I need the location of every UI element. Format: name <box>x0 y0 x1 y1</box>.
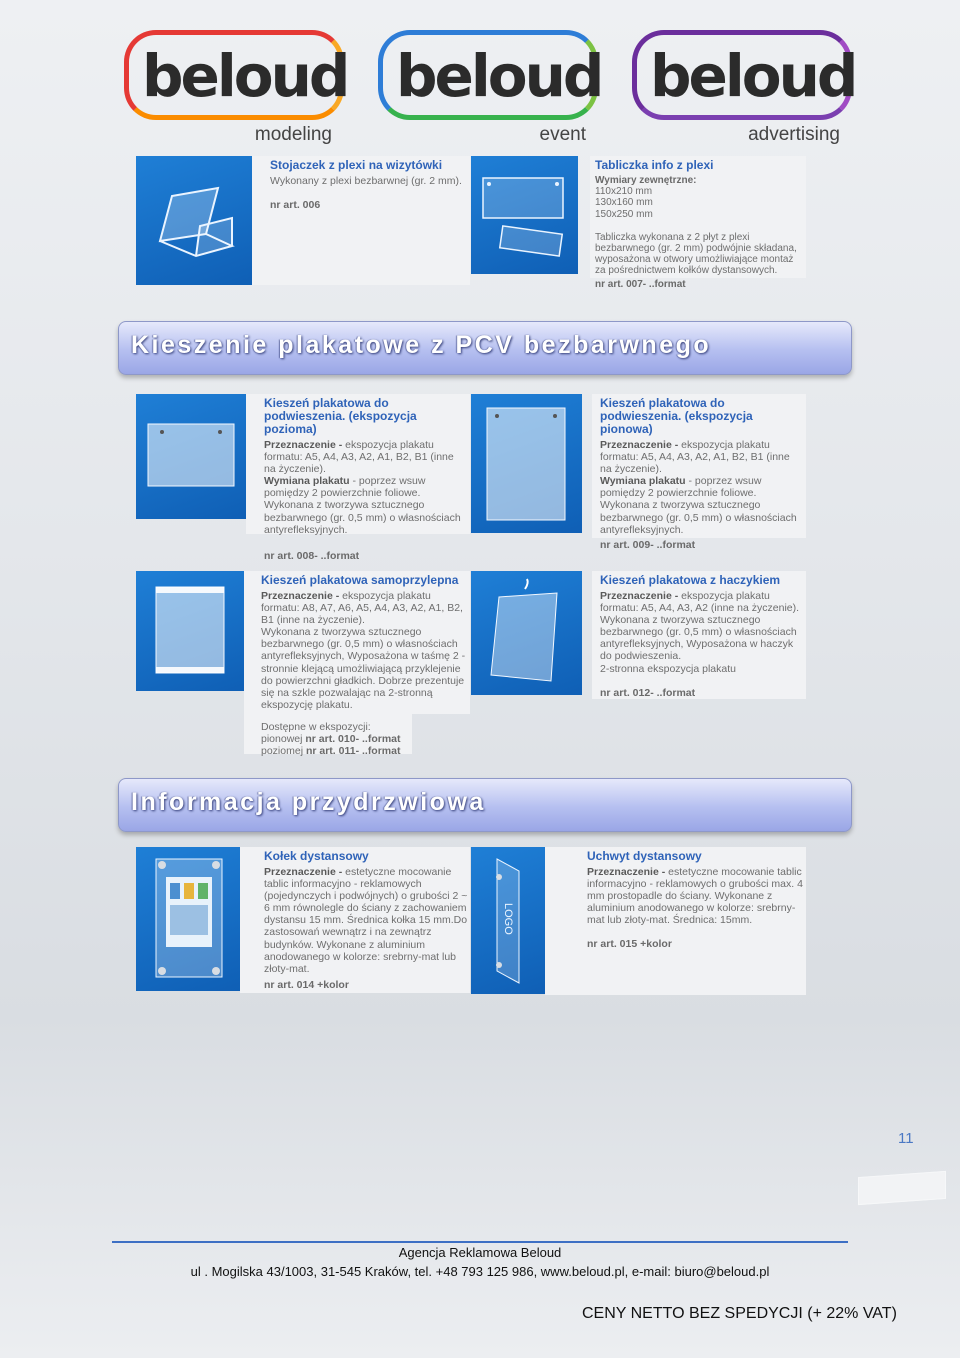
info-plate-icon <box>471 156 578 274</box>
logo-subtitle: advertising <box>748 124 840 145</box>
product-desc: Przeznaczenie - ekspozycja plakatu formatu: A5, A4, A3, A2 (inne na życzenie). <box>600 590 800 615</box>
article-number: nr art. 012- ..format <box>600 686 696 699</box>
footer-price-note: CENY NETTO BEZ SPEDYCJI (+ 22% VAT) <box>582 1305 897 1322</box>
section-title: Kieszenie plakatowe z PCV bezbarwnego <box>131 331 712 359</box>
product-010 <box>261 574 467 757</box>
logo-subtitle: modeling <box>254 124 332 145</box>
product-title: Tabliczka info z plexi <box>595 158 714 172</box>
pocket-adhesive-icon <box>136 571 244 691</box>
product-014 <box>264 850 468 991</box>
logo-word: beloud <box>650 42 856 110</box>
product-photo-009 <box>471 394 582 533</box>
product-title: Kieszeń plakatowa z haczykiem <box>600 573 781 587</box>
availability-vertical: pionowej nr art. 010- ..format <box>261 733 401 746</box>
product-desc: Przeznaczenie - ekspozycja plakatu formatu: A5, A4, A3, A2, A1, B2, B1 (inne na życzenie). <box>264 439 454 476</box>
logo-subtitle: event <box>539 124 586 145</box>
logo-beloud-modeling <box>124 30 352 148</box>
article-number: nr art. 009- ..format <box>600 538 696 551</box>
product-title: Stojaczek z plexi na wizytówki <box>270 158 443 172</box>
dimensions-label: Wymiary zewnętrzne: <box>595 175 697 186</box>
product-desc: Przeznaczenie - ekspozycja plakatu formatu: A5, A4, A3, A2, A1, B2, B1 (inne na życzenie). <box>600 439 790 476</box>
product-008 <box>264 397 466 562</box>
article-number: nr art. 015 +kolor <box>587 938 672 951</box>
product-desc-2: Wykonana z tworzywa sztucznego bezbarwnego (gr. 0,5 mm) o własnościach antyrefleksyjnych, Wyposażona w haczyk do podwieszenia. <box>600 614 797 663</box>
dimension-item: 110x210 mm <box>595 186 653 198</box>
article-number: nr art. 007- ..format <box>595 278 686 290</box>
standoff-board-icon <box>136 847 240 991</box>
section-banner-hardware <box>118 778 852 832</box>
product-015 <box>587 850 803 951</box>
standoff-holder-icon <box>471 847 545 994</box>
product-012 <box>600 574 804 699</box>
card-stand-icon <box>136 156 252 285</box>
availability-label: Dostępne w ekspozycji: <box>261 720 371 733</box>
product-006 <box>270 159 466 211</box>
pocket-hook-icon <box>471 571 582 695</box>
product-desc: Przeznaczenie - estetyczne mocowanie tablic informacyjno - reklamowych (pojedynczych i podwójnych) o grubości 2 ~ 6 mm równolegle do ściany z zachowaniem dystansu 15 mm. Średnica kołka 15 mm.Do zastosowań wewnątrz i na zewnątrz budynków. Wykonane z aluminium anodowanego w kolorze: srebrny-mat lub złoty-mat. <box>264 866 468 975</box>
product-desc: Tabliczka wykonana z 2 płyt z plexi bezbarwnego (gr. 2 mm) podwójnie składana, wyposażona w otwory umożliwiające montaż za pośrednictwem kołków dystansowych. <box>595 231 797 277</box>
product-photo-015 <box>471 847 545 994</box>
product-007 <box>595 159 801 290</box>
logo-beloud-event <box>378 30 606 148</box>
logo-word: beloud <box>142 42 348 110</box>
product-desc: Wykonany z plexi bezbarwnej (gr. 2 mm). <box>270 175 462 187</box>
product-009 <box>600 397 804 551</box>
product-photo-007 <box>471 156 578 274</box>
dimension-item: 150x250 mm <box>595 208 653 220</box>
pocket-vertical-icon <box>471 394 582 533</box>
dimension-item: 130x160 mm <box>595 197 653 209</box>
product-title: Kołek dystansowy <box>264 849 369 863</box>
product-desc-3: 2-stronna ekspozycja plakatu <box>600 662 736 675</box>
pocket-horizontal-icon <box>136 394 246 519</box>
product-desc-2: Wymiana plakatu - poprzez wsuw pomiędzy 2 powierzchnie foliowe. Wykonana z tworzywa sztucznego bezbarwnego (gr. 0,5 mm) o własnościach antyrefleksyjnych. <box>600 475 797 536</box>
product-photo-010 <box>136 571 244 691</box>
decorative-glass-shape <box>858 1171 946 1205</box>
product-photo-008 <box>136 394 246 519</box>
product-title: Kieszeń plakatowa do podwieszenia. (ekspozycja pozioma) <box>264 396 417 436</box>
logo-word: beloud <box>396 42 602 110</box>
product-desc: Przeznaczenie - ekspozycja plakatu formatu: A8, A7, A6, A5, A4, A3, A2, A1, B2, B1 (inne na życzenie). <box>261 590 463 627</box>
section-title: Informacja przydrzwiowa <box>131 788 486 816</box>
availability-horizontal: poziomej nr art. 011- ..format <box>261 745 401 758</box>
product-photo-014 <box>136 847 240 991</box>
product-photo-006 <box>136 156 252 285</box>
product-title: Kieszeń plakatowa samoprzylepna <box>261 573 459 587</box>
logo-beloud-advertising <box>632 30 860 148</box>
product-desc-2: Wykonana z tworzywa sztucznego bezbarwnego (gr. 0,5 mm) o własnościach antyrefleksyjnych, Wyposażona w taśmę 2 - stronnie klejącą umożliwiającą przyklejenie do powierzchni gładkich. Dobrze prezentuje się na szkle pozwalając na 2-stronną ekspozycję plakatu. <box>261 626 466 711</box>
footer-agency: Agencja Reklamowa Beloud <box>398 1245 562 1260</box>
product-desc: Przeznaczenie - estetyczne mocowanie tablic informacyjno - reklamowych o grubości max. 4 mm prostopadle do ściany. Wykonane z aluminium anodowanego w kolorze: srebrny-mat lub złoty-mat. Średnica: 15mm. <box>587 866 803 927</box>
footer-divider <box>112 1241 848 1243</box>
article-number: nr art. 008- ..format <box>264 549 360 562</box>
article-number: nr art. 014 +kolor <box>264 978 349 991</box>
page-number: 11 <box>898 1130 914 1147</box>
product-photo-012 <box>471 571 582 695</box>
product-title: Kieszeń plakatowa do podwieszenia. (ekspozycja pionowa) <box>600 396 753 436</box>
product-title: Uchwyt dystansowy <box>587 849 702 863</box>
logo-placeholder-text: LOGO <box>502 903 514 935</box>
article-number: nr art. 006 <box>270 199 321 212</box>
product-desc-2: Wymiana plakatu - poprzez wsuw pomiędzy 2 powierzchnie foliowe. Wykonana z tworzywa sztucznego bezbarwnego (gr. 0,5 mm) o własnościach antyrefleksyjnych. <box>264 475 461 536</box>
footer-address: ul . Mogilska 43/1003, 31-545 Kraków, tel. +48 793 125 986, www.beloud.pl, e-mail: biuro@beloud.pl <box>190 1264 770 1279</box>
section-banner-pockets <box>118 321 852 375</box>
